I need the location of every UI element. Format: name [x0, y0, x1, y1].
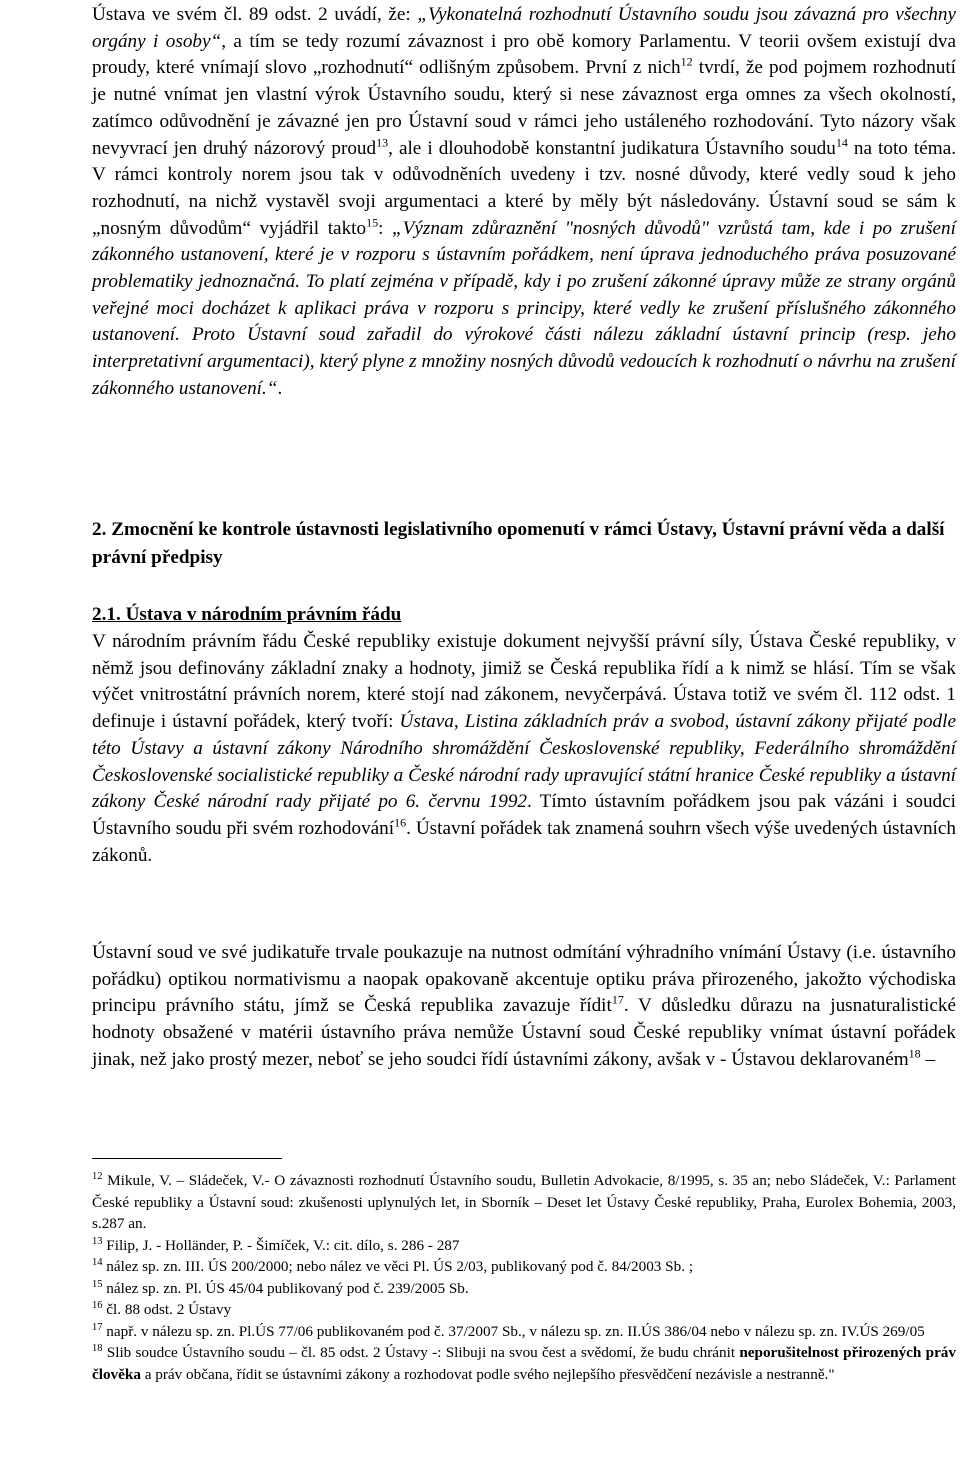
text-segment: –	[920, 1048, 936, 1070]
footnote-number: 12	[92, 1170, 103, 1182]
section-heading-2: 2. Zmocnění ke kontrole ústavnosti legislativního opomenutí v rámci Ústavy, Ústavní právní věda a další právní předpisy	[92, 519, 945, 568]
text-segment: na toto téma. V rámci kontroly norem jsou tak v odůvodněních uvedeny i tzv. nosné důvody, které vedly soud k jeho rozhodnutí, na nichž vystavěl svoji argumentaci a které by měly být následovány. Ústavní soud se sám k „nosným důvodům“ vyjádřil takto	[92, 137, 957, 239]
footnote-text: Filip, J. - Holländer, P. - Šimíček, V.: cit. dílo, s. 286 - 287	[102, 1236, 460, 1254]
footnote-text: nález sp. zn. III. ÚS 200/2000; nebo nález ve věci Pl. ÚS 2/03, publikovaný pod č. 84/2003 Sb. ;	[102, 1258, 694, 1275]
footnote-text: a práv občana, řídit se ústavními zákony a rozhodovat podle svého nejlepšího přesvědčení nezávisle a nestranně."	[140, 1365, 835, 1383]
text-segment: tvrdí, že pod pojmem rozhodnutí je nutné vnímat jen vlastní výrok Ústavního soudu, který si nese závaznost erga omnes za všech okolností, zatímco odůvodnění je závazné jen pro Ústavní soud v rámci jeho ustáleného rozhodování. Tyto názory však nevyvrací jen druhý názorový proud	[92, 57, 956, 159]
footnote-text: nález sp. zn. Pl. ÚS 45/04 publikovaný pod č. 239/2005 Sb.	[102, 1279, 469, 1297]
text-segment: , ale i dlouhodobě konstantní judikatura Ústavního soudu	[388, 137, 836, 159]
quote-nosne-duvody: „Význam zdůraznění "nosných důvodů" vzrůstá tam, kde i po zrušení zákonného ustanovení, které je v rozporu s ústavním pořádkem, není úprava jednoduchého práva posuzované problematiky jednoznačná. To platí zejména v případě, kdy i po zrušení zákonné úpravy může ze strany orgánů veřejné moci docházet k aplikaci práva v rozporu s principy, které vedly ke zrušení příslušného zákonného ustanovení. Proto Ústavní soud zařadil do výrokové části nálezu základní ústavní princip (resp. jeho interpretativní argumentaci), který plyne z množiny nosných důvodů vedoucích k rozhodnutí o návrhu na zrušení zákonného ustanovení.“	[92, 217, 956, 399]
text-segment: , a tím se tedy rozumí závaznost i pro obě komory Parlamentu. V teorii ovšem existují dva proudy, které vnímají slovo „rozhodnutí“ odlišným způsobem. První z nich	[92, 30, 956, 79]
quote-article-112: Ústava, Listina základních práv a svobod, ústavní zákony přijaté podle této Ústavy a ústavní zákony Národního shromáždění Československé republiky, Federálního shromáždění Československé socialistické republiky a České národní rady upravující státní hranice České republiky a ústavní zákony České národní rady přijaté po 6. červnu 1992	[92, 711, 956, 813]
footnote-ref-12[interactable]: 12	[680, 55, 693, 70]
quote-article-89: „Vykonatelná rozhodnutí Ústavního soudu jsou závazná pro všechny orgány i osoby“	[92, 4, 956, 52]
footnote-text: Slib soudce Ústavního soudu – čl. 85 odst. 2 Ústavy -: Slibuji na svou čest a svědomí, že budu chránit	[102, 1344, 740, 1361]
paragraph-binding-decisions	[92, 2, 956, 403]
footnote-text: čl. 88 odst. 2 Ústavy	[102, 1301, 232, 1318]
footnote-bold-text: neporušitelnost přirozených práv člověka	[92, 1344, 956, 1383]
footnote-text: Mikule, V. – Sládeček, V.- O závaznosti rozhodnutí Ústavního soudu, Bulletin Advokacie, 8/1995, s. 35 an; nebo Sládeček, V.: Parlament České republiky a Ústavní soud: zkušenosti uplynulých let, in Sborník – Deset let Ústavy České republiky, Praha, Eurolex Bohemia, 2003, s.287 an.	[92, 1172, 956, 1232]
text-segment: Ústavní soud ve své judikatuře trvale poukazuje na nutnost odmítání výhradního vnímání Ústavy (i.e. ústavního pořádku) optikou normativismu a naopak opakovaně akcentuje optiku práva přirozeného, jakožto východiska principu právního státu, jímž se Česká republika zavazuje řídit	[92, 942, 956, 1017]
footnote-ref-18[interactable]: 18	[908, 1046, 921, 1061]
footnote-ref-16[interactable]: 16	[394, 815, 407, 830]
text-segment: . V důsledku důrazu na jusnaturalistické hodnoty obsažené v matérii ústavního práva nemůže Ústavní soud České republiky vnímat ústavní pořádek jinak, než jako prostý mezer, neboť se jeho soudci řídí ústavními zákony, avšak v - Ústavou deklarovaném	[92, 995, 956, 1070]
footnote-ref-14[interactable]: 14	[835, 135, 848, 150]
footnote-ref-17[interactable]: 17	[611, 993, 624, 1008]
footnote-12	[92, 1170, 956, 1235]
paragraph-national-order	[92, 629, 956, 869]
footnote-17	[92, 1321, 956, 1343]
text-segment: Ústava ve svém čl. 89 odst. 2 uvádí, že:	[92, 4, 418, 25]
footnote-16	[92, 1299, 956, 1321]
section-heading-2-1	[92, 602, 956, 628]
text-segment: .	[277, 377, 283, 399]
footnote-ref-13[interactable]: 13	[376, 135, 389, 150]
text-segment: . Ústavní pořádek tak znamená souhrn všech výše uvedených ústavních zákonů.	[92, 817, 956, 866]
footnote-number: 13	[92, 1235, 103, 1247]
footnote-separator	[92, 1158, 282, 1159]
footnote-number: 18	[92, 1342, 103, 1354]
footnotes	[92, 1170, 956, 1385]
footnote-number: 16	[92, 1299, 103, 1311]
text-segment: :	[378, 217, 393, 239]
footnote-15	[92, 1278, 956, 1300]
footnote-18	[92, 1342, 956, 1385]
heading-text: 2.1. Ústava v národním právním řádu	[92, 604, 402, 625]
text-segment: V národním právním řádu České republiky existuje dokument nejvyšší právní síly, Ústava České republiky, v němž jsou definovány základní znaky a hodnoty, jimiž se Česká republika řídí a k nimž se hlásí. Tím se však výčet vnitrostátní právních norem, které stojí nad zákonem, nevyčerpává. Ústava totiž ve svém čl. 112 odst. 1 definuje i ústavní pořádek, který tvoří:	[92, 631, 956, 733]
text-segment: . Tímto ústavním pořádkem jsou pak vázáni i soudci Ústavního soudu při svém rozhodování	[92, 791, 956, 839]
footnote-number: 17	[92, 1321, 103, 1333]
footnote-number: 14	[92, 1256, 103, 1268]
paragraph-natural-law	[92, 940, 956, 1074]
footnote-13	[92, 1235, 956, 1257]
footnote-14	[92, 1256, 956, 1278]
footnote-text: např. v nálezu sp. zn. Pl.ÚS 77/06 publikovaném pod č. 37/2007 Sb., v nálezu sp. zn. II.ÚS 386/04 nebo v nálezu sp. zn. IV.ÚS 269/05	[102, 1322, 925, 1340]
footnote-number: 15	[92, 1278, 103, 1290]
footnote-ref-15[interactable]: 15	[366, 215, 379, 230]
